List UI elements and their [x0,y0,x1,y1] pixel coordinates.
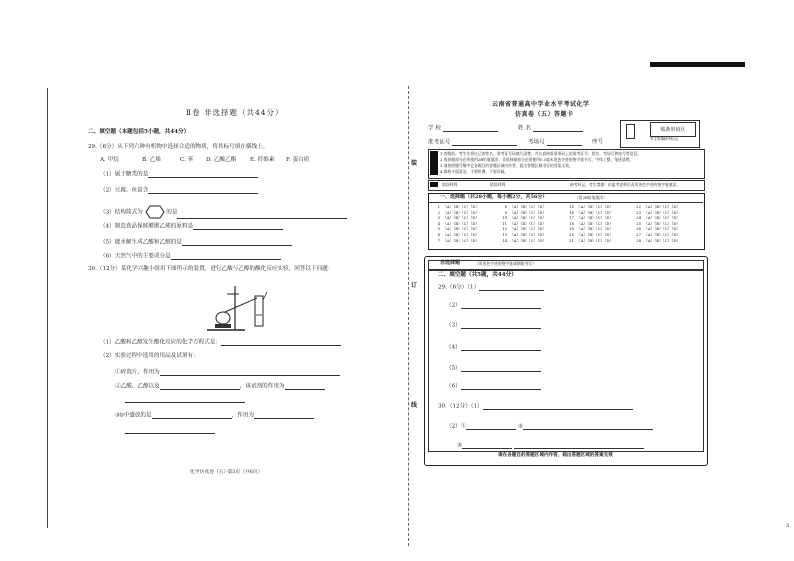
mc-question-23[interactable] [633,211,680,215]
mc-options[interactable]: （A）（B）（C）（D） [644,215,681,221]
mc-options[interactable]: （A）（B）（C）（D） [443,226,480,232]
mc-question-number: 10 [502,215,507,221]
answer-29-5[interactable]: （5） [446,366,541,372]
mc-question-27[interactable] [633,233,680,237]
fill-heading: 二、填空题（共5题，共44分） [438,272,517,278]
mc-options[interactable]: （A）（B）（C）（D） [510,237,547,243]
mc-question-number: 9 [504,209,507,215]
notice-line-4: 4.保持卡面清洁，不要折叠、不要弄破。 [440,169,509,174]
mc-question-11[interactable] [499,222,546,226]
mc-options[interactable]: （A）（B）（C）（D） [443,209,480,215]
mc-options[interactable]: （A）（B）（C）（D） [644,220,681,226]
mc-question-number: 8 [504,204,507,209]
mc-question-number: 18 [569,220,574,226]
answer-29-1[interactable]: 29.（6分）（1） [438,285,544,291]
mc-question-6[interactable] [432,233,479,237]
q29-item-4: （4）制造食品保鲜膜聚乙烯的原料是 [100,224,283,230]
page-divider [408,86,409,546]
mc-options[interactable]: （A）（B）（C）（D） [577,215,614,221]
mc-question-16[interactable] [566,211,613,215]
q29-item-6: （6）天然气中的主要成分是 [100,254,281,260]
q29-option-c: C. 苯 [180,157,194,163]
example-filled-mark [430,182,438,187]
mc-question-number: 26 [636,226,641,232]
q29-item-3: （3）结构简式为 的是 [100,205,347,219]
q30-item-2-2: ②乙酸、乙醇以及 ，该试剂的作用为 [115,384,325,390]
cut-mark-1: 装 [411,160,418,167]
absent-mark-box[interactable] [626,124,635,139]
mc-options[interactable]: （A）（B）（C）（D） [510,220,547,226]
mc-options[interactable]: （A）（B）（C）（D） [443,237,480,243]
mc-options[interactable]: （A）（B）（C）（D） [644,209,681,215]
q29-item-2: （2）豆腐、鱼富含 [100,188,258,194]
mc-options[interactable]: （A）（B）（C）（D） [644,237,681,243]
q29-item-5: （5）能水解生成乙酸和乙醇的是 [100,240,292,246]
mc-options[interactable]: （A）（B）（C）（D） [577,220,614,226]
top-scan-bar [650,62,745,67]
left-margin-line [47,88,48,528]
q30-stem: 30.（12分）某化学兴趣小组用下图所示的装置，进行乙酸与乙醇的酯化反应实验，回答以下问题： [88,266,334,272]
mc-question-number: 17 [569,215,574,221]
left-page-footer: 化学仿真卷（五）·第3页（共6页） [190,470,263,475]
answer-30-1[interactable]: 30.（12分）（1） [438,404,633,410]
mc-options[interactable]: （A）（B）（C）（D） [510,226,547,232]
example-wrong: 错误样例 [490,182,506,187]
notice-label-bar [430,151,438,175]
mc-question-13[interactable] [499,233,546,237]
mc-question-15[interactable] [566,205,613,209]
answer-30-3[interactable]: ③ [457,443,644,449]
mc-question-number: 16 [569,209,574,215]
q30-item-1: （1）乙酸和乙醇发生酯化反应的化学方程式是： [100,340,341,346]
mc-question-21[interactable] [566,239,613,243]
mc-options[interactable]: （A）（B）（C）（D） [577,209,614,215]
mc-question-18[interactable] [566,222,613,226]
mc-question-8[interactable] [499,205,546,209]
mc-header: 一、选择题（共28小题，每小题2分，共56分） [440,194,548,200]
mc-question-number: 11 [502,220,507,226]
q29-option-d: D. 乙酸乙酯 [206,157,237,163]
mc-note: （用2B铅笔填涂） [575,195,607,200]
mc-question-number: 7 [437,237,440,243]
mc-question-number: 3 [437,215,440,221]
mc-question-25[interactable] [633,222,680,226]
q30-item-2-1: ①碎瓷片，作用为 [115,370,340,376]
notice-line-2: 2.选择题部分必须使用2B铅笔填涂；非选择题部分必须使用0.5毫米黑色字迹的签字笔书写，字体工整，笔迹清楚。 [440,157,634,162]
mc-question-number: 13 [502,232,507,237]
mc-question-2[interactable] [432,211,479,215]
answer-29-6[interactable]: （6） [446,384,541,390]
mc-question-5[interactable] [432,227,479,231]
mc-question-number: 28 [636,237,641,243]
mc-question-number: 14 [502,237,507,243]
mc-question-4[interactable] [432,222,479,226]
example-note: 缺考标记，考生禁填！由监考老师负责用黑色字迹的签字笔填涂。 [570,182,681,187]
mc-options[interactable]: （A）（B）（C）（D） [510,209,547,215]
q30-item-2: （2）实验过程中选用的用品及试剂有： [100,353,199,359]
card-title-line2: 仿真卷（五）答题卡 [515,111,574,118]
page-number: 3 [786,523,790,529]
mc-question-number: 4 [437,220,440,226]
q29-option-a: A. 甲烷 [100,157,119,163]
mc-question-9[interactable] [499,211,546,215]
section-heading: 二、填空题（本题包括5小题，共44分） [88,129,190,135]
mc-question-12[interactable] [499,227,546,231]
mc-question-number: 25 [636,220,641,226]
mc-options[interactable]: （A）（B）（C）（D） [443,215,480,221]
answer-footer: 请在各题目的答题区域内作答，超出答题区域的答案无效 [498,453,613,458]
q29-option-b: B. 乙烯 [142,157,161,163]
answer-29-3[interactable]: （3） [446,323,541,329]
mc-question-number: 21 [569,237,574,243]
mc-question-number: 12 [502,226,507,232]
mc-question-26[interactable] [633,227,680,231]
mc-options[interactable]: （A）（B）（C）（D） [577,237,614,243]
mc-question-7[interactable] [432,239,479,243]
field-room: 考场号 [528,140,582,146]
notice-line-1: 1.答题前，考生先将自己的姓名、准考证号码填写清楚，并认真核准条形码上的准考证号、姓名、考场号和座号等信息。 [440,151,642,156]
section-title: Ⅱ卷 非选择题（共44分） [186,108,284,117]
benzene-ring-icon [145,205,165,219]
mc-options[interactable]: （A）（B）（C）（D） [577,204,614,209]
q29-stem: 29.（6分）从下列六种有机物中选择合适的物质，将其标号填在横线上。 [88,144,269,150]
mc-question-number: 1 [437,204,440,209]
mc-question-19[interactable] [566,227,613,231]
q29-option-e: E. 纤维素 [250,157,275,163]
mc-question-number: 5 [437,226,440,232]
mc-question-number: 27 [636,232,641,237]
mc-question-10[interactable] [499,216,546,220]
non-choice-header [428,260,704,270]
barcode-label: 贴条形码区 [650,122,696,137]
mc-question-28[interactable] [633,239,680,243]
answer-30-2[interactable]: （2）① ② [446,424,653,430]
barcode-note: 考生禁填缺考标记 [650,137,678,141]
mc-options[interactable]: （A）（B）（C）（D） [644,204,681,209]
mc-question-22[interactable] [633,205,680,209]
cut-mark-2: 订 [411,282,418,289]
nonmc-note: （用黑色字迹的签字笔或钢笔书写） [475,261,536,266]
mc-question-number: 22 [636,204,641,209]
mc-question-20[interactable] [566,233,613,237]
mc-question-number: 19 [569,226,574,232]
cut-mark-3: 线 [411,402,418,409]
mc-question-number: 23 [636,209,641,215]
esterification-apparatus-diagram [205,280,280,332]
mc-question-24[interactable] [633,216,680,220]
card-title-line1: 云南省普通高中学业水平考试化学 [492,101,590,108]
mc-question-number: 20 [569,232,574,237]
mc-options[interactable]: （A）（B）（C）（D） [577,226,614,232]
answer-29-4[interactable]: （4） [446,345,541,351]
notice-line-3: 3.请按照题号顺序在各题目的答题区域内作答，超出答题区域书写的答案无效。 [440,163,573,168]
mc-question-17[interactable] [566,216,613,220]
mc-question-1[interactable] [432,205,479,209]
mc-options[interactable]: （A）（B）（C）（D） [644,226,681,232]
mc-options[interactable]: （A）（B）（C）（D） [510,232,547,237]
mc-question-number: 6 [437,232,440,237]
q30-item-2-2-cont [125,397,245,403]
mc-options[interactable]: （A）（B）（C）（D） [644,232,681,237]
q30-item-2-3-cont [125,428,215,434]
mc-options[interactable]: （A）（B）（C）（D） [443,220,480,226]
mc-question-number: 2 [437,209,440,215]
q30-item-2-3: ③b中盛放的是 ，作用为 [115,413,314,419]
nonmc-label: 非选择题 [440,260,461,266]
field-school: 学 校 [428,126,498,132]
field-seat: 座号 [592,139,604,145]
mc-options[interactable]: （A）（B）（C）（D） [577,232,614,237]
q29-item-1: （1）属于糖类的是 [100,172,258,178]
mc-options[interactable]: （A）（B）（C）（D） [510,215,547,221]
field-exam-no: 准考证号 [428,140,517,146]
mc-options[interactable]: （A）（B）（C）（D） [510,204,547,209]
q29-option-f: F. 蛋白质 [286,157,310,163]
mc-options[interactable]: （A）（B）（C）（D） [443,232,480,237]
mc-question-3[interactable] [432,216,479,220]
mc-question-14[interactable] [499,239,546,243]
field-name: 姓 名 [518,126,583,132]
mc-grid [432,205,700,245]
example-correct: 填涂样例 [442,182,458,187]
mc-options[interactable]: （A）（B）（C）（D） [443,204,480,209]
mc-question-number: 24 [636,215,641,221]
mc-question-number: 15 [569,204,574,209]
answer-29-2[interactable]: （2） [446,303,541,309]
